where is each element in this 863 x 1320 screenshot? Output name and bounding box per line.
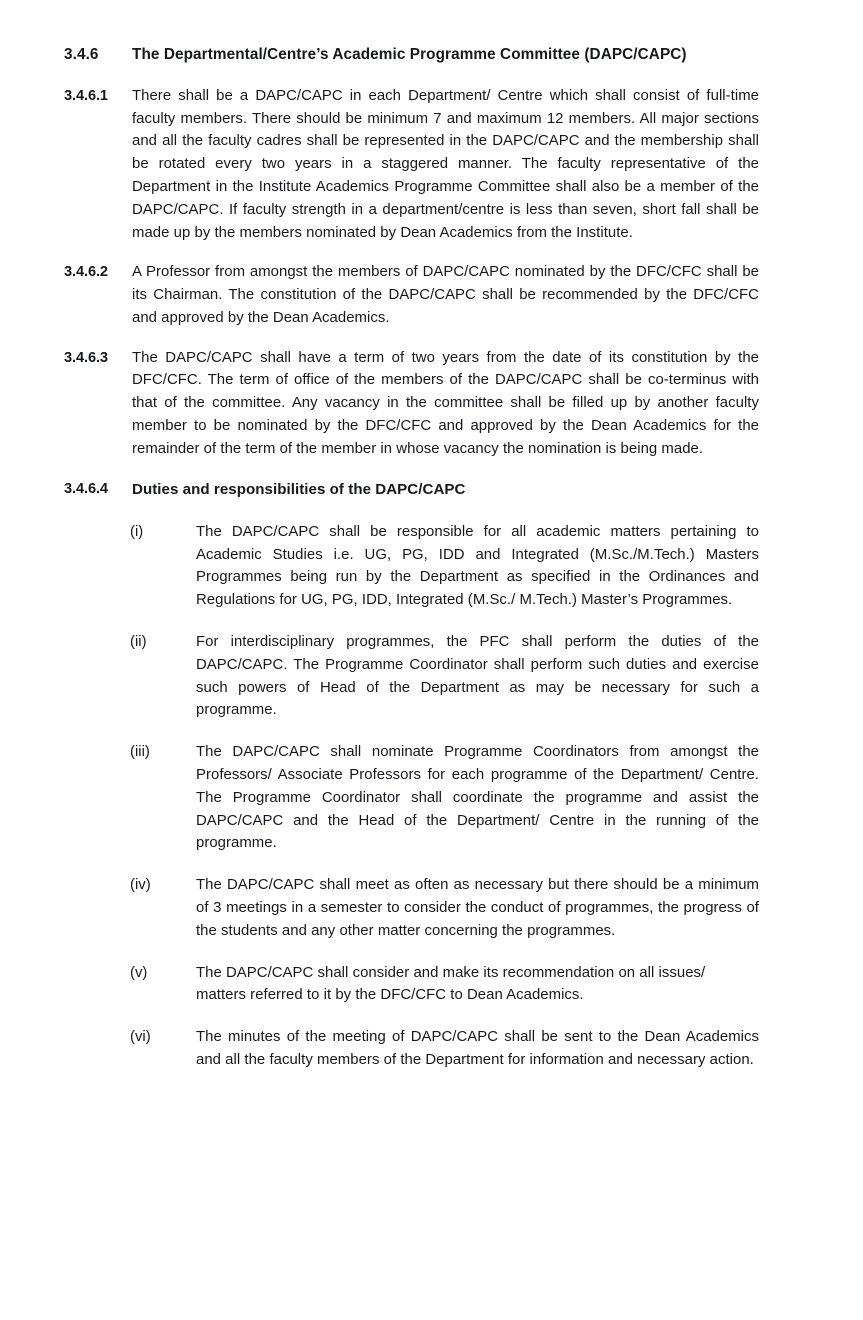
sub-item-text: For interdisciplinary programmes, the PFC shall perform the duties of the DAPC/CAPC. The Programme Coordinator shall perform such duties and exercise such powers of Head of the Department as may be necessary for such a programme. <box>196 633 759 719</box>
sub-item-label: (iv) <box>130 877 151 894</box>
clause-number: 3.4.6.1 <box>64 87 108 104</box>
sub-item-iii <box>64 741 759 855</box>
clause-text: Duties and responsibilities of the DAPC/CAPC <box>132 480 466 498</box>
clause-text: The DAPC/CAPC shall have a term of two years from the date of its constitution by the DFC/CFC. The term of office of the members of the DAPC/CAPC shall be co-terminus with that of the committee. Any vacancy in the committee shall be filled up by another faculty member to be nominated by the DFC/CFC and approved by the Dean Academics for the remainder of the term of the member in whose vacancy the nomination is being made. <box>132 349 759 457</box>
sub-item-label: (i) <box>130 523 144 540</box>
sub-item-iv <box>64 874 759 942</box>
sub-item-text: The DAPC/CAPC shall meet as often as necessary but there should be a minimum of 3 meetings in a semester to consider the conduct of programmes, the progress of the students and any other matter concerning the programmes. <box>196 877 759 939</box>
sub-item-label: (v) <box>130 964 148 981</box>
sub-item-label: (vi) <box>130 1029 151 1046</box>
sub-item-text: The minutes of the meeting of DAPC/CAPC shall be sent to the Dean Academics and all the faculty members of the Department for information and necessary action. <box>196 1029 759 1068</box>
clause-3-4-6-3 <box>64 347 759 461</box>
sub-item-text: The DAPC/CAPC shall nominate Programme Coordinators from amongst the Professors/ Associate Professors for each programme of the Department/ Centre. The Programme Coordinator shall coordinate the programme and assist the DAPC/CAPC and the Head of the Department/ Centre in the running of the programme. <box>196 744 759 852</box>
sub-item-i <box>64 521 759 612</box>
clause-number: 3.4.6.4 <box>64 480 108 497</box>
sub-item-text: The DAPC/CAPC shall consider and make its recommendation on all issues/ matters referred to it by the DFC/CFC to Dean Academics. <box>196 964 706 1004</box>
sub-item-v <box>64 962 759 1008</box>
clause-number: 3.4.6.3 <box>64 349 108 366</box>
clause-text: A Professor from amongst the members of DAPC/CAPC nominated by the DFC/CFC shall be its Chairman. The constitution of the DAPC/CAPC shall be recommended by the DFC/CFC and approved by the Dean Academics. <box>132 264 759 326</box>
sub-item-vi <box>64 1026 759 1072</box>
section-heading <box>64 44 759 66</box>
clause-number: 3.4.6.2 <box>64 264 108 281</box>
clause-3-4-6-4 <box>64 478 759 501</box>
clause-text: There shall be a DAPC/CAPC in each Department/ Centre which shall consist of full-time faculty members. There should be minimum 7 and maximum 12 members. All major sections and all the faculty cadres shall be represented in the DAPC/CAPC and the membership shall be rotated every two years in a staggered manner. The faculty representative of the Department in the Institute Academics Programme Committee shall also be a member of the DAPC/CAPC. If faculty strength in a department/centre is less than seven, short fall shall be made up by the members nominated by Dean Academics from the Institute. <box>132 87 759 241</box>
clause-3-4-6-2 <box>64 261 759 329</box>
section-heading-number: 3.4.6 <box>64 46 99 63</box>
sub-item-list <box>64 521 759 1072</box>
clause-3-4-6-1 <box>64 85 759 245</box>
section-heading-title: The Departmental/Centre’s Academic Programme Committee (DAPC/CAPC) <box>132 46 687 63</box>
sub-item-label: (ii) <box>130 633 147 650</box>
sub-item-text: The DAPC/CAPC shall be responsible for all academic matters pertaining to Academic Studies i.e. UG, PG, IDD and Integrated (M.Sc./M.Tech.) Masters Programmes being run by the Department as specified in the Ordinances and Regulations for UG, PG, IDD, Integrated (M.Sc./ M.Tech.) Master’s Programmes. <box>196 523 759 609</box>
sub-item-label: (iii) <box>130 744 150 761</box>
sub-item-ii <box>64 631 759 722</box>
